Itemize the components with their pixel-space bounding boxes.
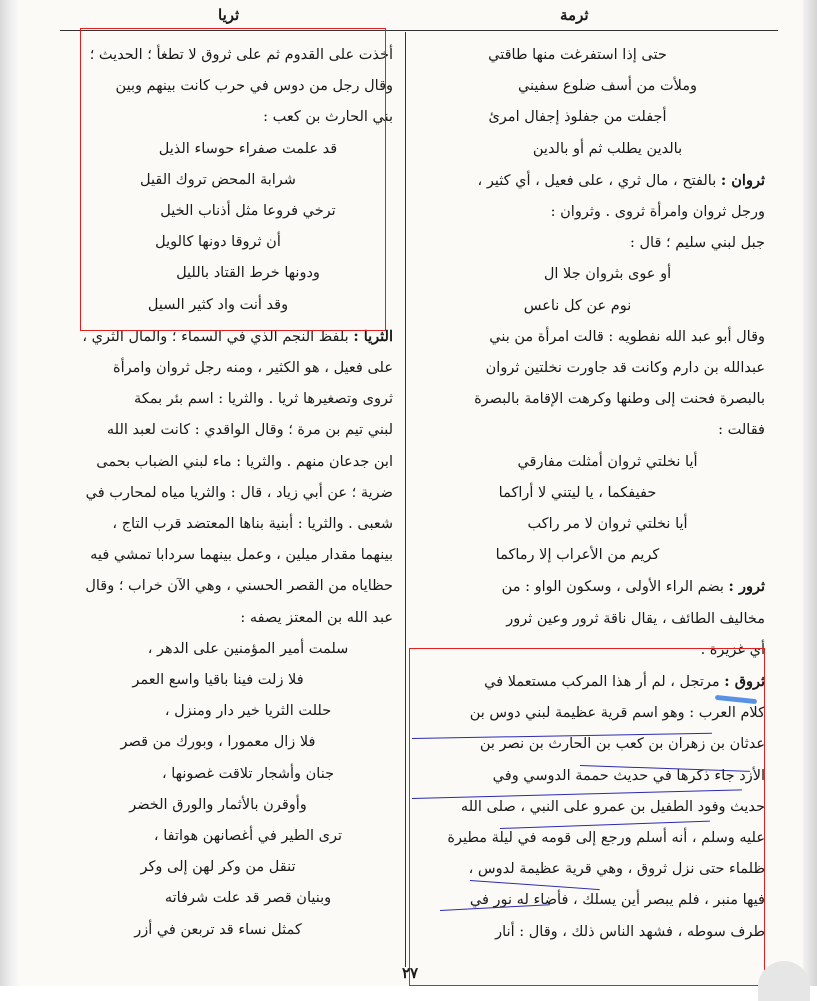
line-text: بني الحارث بن كعب : [263,109,393,126]
verse-line [73,727,393,758]
line-text: وبنيان قصر قد علت شرفاته [164,890,332,907]
verse-line [420,259,765,290]
line-text: بالفتح ، مال ثري ، على فعيل ، أي كثير ، [477,172,717,189]
entry-headword: ثروق : [724,673,765,691]
verse-line [420,71,765,102]
text-line [420,353,765,384]
verse-line [420,540,765,571]
text-line [73,447,393,478]
line-text: تنقل من وكر لهن إلى وكر [140,859,296,876]
verse-line [73,852,393,883]
text-line [420,228,765,259]
text-line [420,571,765,603]
entry-headword: ثرور : [728,578,765,596]
page-number: ٢٧ [402,964,419,982]
line-text: بلفظ النجم الذي في السماء ؛ والمال الثري ، [82,328,349,345]
line-text: ثروى وتصغيرها ثريا . والثريا : اسم بئر بمكة [133,391,393,408]
text-line [420,415,765,446]
line-text: مخاليف الطائف ، يقال ناقة ثرور وعين ثرور [506,610,765,627]
text-line [420,165,765,197]
verse-line [420,102,765,133]
line-text: ترخي فروعا مثل أذناب الخيل [160,203,336,220]
line-text: كريم من الأعراب إلا رماكما [495,547,660,564]
line-text: أجفلت من جفلوذ إجفال امرئ [488,109,667,126]
line-text: طرف سوطه ، فشهد الناس ذلك ، وقال : أنار [495,923,765,940]
line-text: وقال أبو عبد الله نفطويه : قالت امرأة من بني [489,328,765,345]
page-edge-left [0,0,18,986]
verse-line [73,759,393,790]
line-text: أيا نخلتي ثروان أمثلت مفارقي [517,453,698,470]
line-text: فلا زال معمورا ، وبورك من قصر [120,734,316,751]
line-text: سلمت أمير المؤمنين على الدهر ، [147,640,349,657]
verse-line [420,134,765,165]
text-line [420,384,765,415]
line-text: أو عوى بثروان جلا ال [543,266,672,283]
line-text: حتى إذا استفرغت منها طاقتي [488,47,667,63]
line-text: لبني تيم بن مرة ؛ وقال الواقدي : كانت لعبد الله [106,422,393,439]
line-text: أخذت على القدوم ثم على ثروق لا تطغأ ؛ الحديث ؛ [89,47,393,63]
verse-line [420,40,765,71]
line-text: فيها منبر ، فلم يبصر أين يسلك ، فأضاء له نور في [469,892,765,909]
red-annotation-box-right [409,648,765,986]
line-text: وملأت من أسف ضلوع سفيني [517,78,698,95]
line-text: ابن جدعان منهم . والثريا : ماء لبني الضباب بحمى [96,453,393,470]
verse-line [73,821,393,852]
line-text: أي غزيرة . [700,641,765,658]
line-text: أن ثروقا دونها كالويل [155,234,281,251]
line-text: حللت الثريا خير دار ومنزل ، [164,703,332,720]
line-text: ظلماء حتى نزل ثروق ، وهي قرية عظيمة لدوس ، [468,861,765,878]
line-text: ضرية ؛ عن أبي زياد ، قال : والثريا مياه لمحارب في [85,484,393,501]
line-text: أيا نخلتي ثروان لا مر راكب [527,516,688,533]
line-text: عبد الله بن المعتز يصفه : [240,609,393,626]
line-text: الأزد جاء ذكرها في حديث حممة الدوسي وفي [492,767,765,784]
line-text: ودونها خرط القتاد بالليل [176,265,320,282]
line-text: قد علمت صفراء حوساء الذيل [158,140,338,157]
text-line [73,571,393,602]
text-line [420,604,765,635]
line-text: فلا زلت فينا باقيا واسع العمر [132,672,304,689]
line-text: بينهما مقدار ميلين ، وعمل بينهما سردابا تمشي فيه [90,547,393,564]
line-text: ورجل ثروان وامرأة ثروى . وثروان : [550,204,765,221]
line-text: وأوقرن بالأثمار والورق الخضر [129,796,307,813]
text-line [73,384,393,415]
running-head-left: ثريا [218,6,240,24]
verse-line [73,790,393,821]
line-text: عليه وسلم ، أنه أسلم ورجع إلى قومه في ليلة مطيرة [447,830,765,847]
line-text: بالدين يطلب ثم أو بالدين [532,140,683,157]
verse-line [73,696,393,727]
line-text: بالبصرة فحنت إلى وطنها وكرهت الإقامة بالبصرة [474,391,765,408]
red-annotation-box-left [80,28,386,331]
text-line [73,353,393,384]
line-text: شعبى . والثريا : أبنية بناها المعتضد قرب التاج ، [112,516,393,533]
text-line [73,415,393,446]
page-edge-right [803,0,817,986]
line-text: نوم عن كل ناعس [523,297,632,314]
line-text: فقالت : [718,422,765,439]
entry-headword: الثريا : [353,327,393,345]
text-line [73,603,393,634]
running-head-right: ثرمة [560,6,589,24]
verse-line [420,447,765,478]
line-text: حظاياه من القصر الحسني ، وهي الآن خراب ؛ وقال [85,578,393,595]
entry-headword: ثروان : [720,171,765,189]
text-line [73,509,393,540]
line-text: كلام العرب : وهو اسم قرية عظيمة لبني دوس بن [469,705,765,722]
column-divider [405,32,406,967]
line-text: حديث وفود الطفيل بن عمرو على النبي ، صلى الله [460,798,765,815]
line-text: كمثل نساء قد تربعن في أزر [134,921,302,938]
line-text: جبل لبني سليم ؛ قال : [630,235,765,252]
line-text: عدثان بن زهران بن كعب بن الحارث بن نصر بن [479,736,765,753]
verse-line [73,915,393,946]
line-text: وقد أنت واد كثير السيل [147,296,289,313]
line-text: ترى الطير في أغصانهن هواتفا ، [153,828,343,845]
line-text: شرابة المحض تروك القيل [140,171,296,188]
line-text: على فعيل ، هو الكثير ، ومنه رجل ثروان وامرأة [112,360,393,377]
line-text: حفيفكما ، يا ليتني لا أراكما [498,484,657,501]
text-line [420,197,765,228]
verse-line [420,478,765,509]
verse-line [73,665,393,696]
text-line [73,540,393,571]
line-text: وقال رجل من دوس في حرب كانت بينهم وبين [115,78,393,95]
text-line [73,478,393,509]
verse-line [73,634,393,665]
text-line [420,322,765,353]
line-text: بضم الراء الأولى ، وسكون الواو : من [501,579,724,596]
line-text: جنان وأشجار تلاقت غصونها ، [161,765,335,782]
verse-line [420,291,765,322]
verse-line [420,509,765,540]
line-text: عبدالله بن دارم وكانت قد جاورت نخلتين ثروان [485,360,765,377]
line-text: مرتجل ، لم أر هذا المركب مستعملا في [484,674,720,691]
verse-line [73,883,393,914]
